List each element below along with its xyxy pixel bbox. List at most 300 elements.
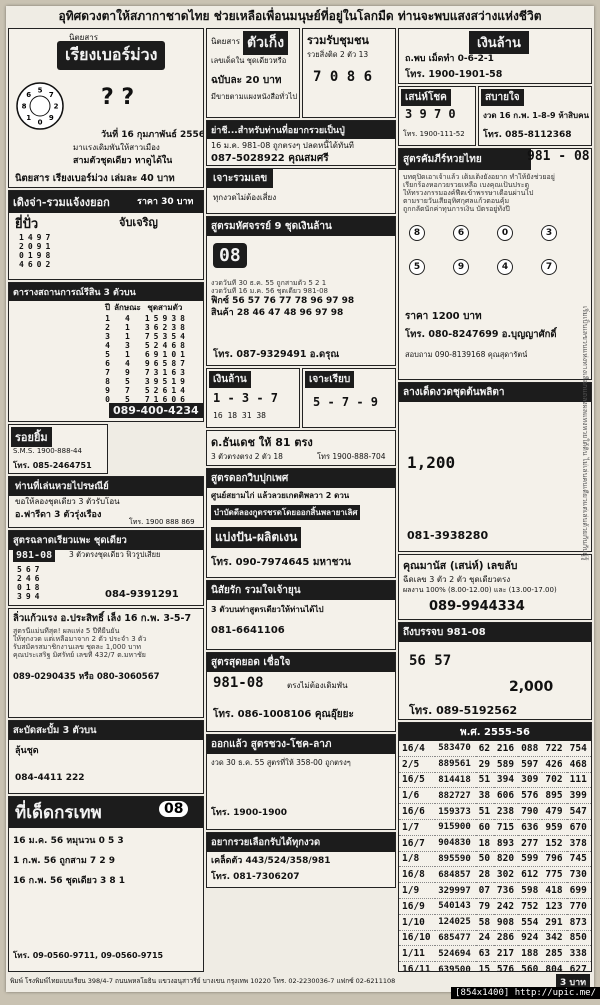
- sutkem-line: ถูกกลัตนักค่าทุนการเงิน บัตรอยู่ทั้งปี: [403, 205, 587, 213]
- sms-sub: S.M.S. 1900-888-44: [13, 447, 82, 455]
- results-cell: 399: [567, 788, 591, 804]
- tiengchai-grid: [17, 233, 52, 269]
- sutphuu-sub: 3 ตัวตรงชุดเดียว ฟิวรูปเสียย: [69, 549, 160, 561]
- charts-cell: 5: [112, 377, 143, 386]
- sengsri-title: เสน่ห์โชค: [401, 89, 451, 106]
- sutkem-ball: 4: [497, 259, 513, 275]
- ruamsiam-title: รวมรับชุมชน: [307, 31, 369, 49]
- results-cell: 79: [476, 898, 494, 914]
- tiengchai-grid-cell: 6: [26, 260, 35, 269]
- results-cell: 152: [542, 835, 566, 851]
- tiengchai-grid-cell: 0: [35, 260, 44, 269]
- supaporn-title: สะบัดสะบั้ม 3 ตัวบน: [9, 721, 204, 740]
- tiengchai-grid-cell: 8: [43, 251, 52, 260]
- special-line: ให้ทุกงวด แต่เหลือมาจาก 2 ตัว ประจำ 3 ตัว: [13, 635, 199, 643]
- results-cell: 63: [476, 946, 494, 962]
- charts-cell: 3: [112, 341, 143, 350]
- charts-cell: 4: [178, 386, 187, 395]
- wheel-number: 9: [49, 114, 54, 122]
- charts-cell: 7: [103, 368, 112, 377]
- sutkem-lines: [403, 173, 587, 213]
- results-table: [399, 723, 591, 972]
- tiengchai-grid-cell: 2: [43, 260, 52, 269]
- charts-cell: 5: [160, 377, 169, 386]
- charts-row: [103, 314, 187, 323]
- nakhon-box: [398, 382, 592, 552]
- wheel-number: 5: [38, 87, 43, 95]
- sutphuu-grid-cell: 8: [33, 583, 42, 592]
- charts-cell: 8: [178, 314, 187, 323]
- results-cell: 924: [518, 930, 542, 946]
- results-cell: 597: [518, 756, 542, 772]
- results-cell: 754: [567, 741, 591, 756]
- charts-cell: 9: [112, 368, 143, 377]
- results-cell: 576: [518, 788, 542, 804]
- results-cell: 238: [494, 804, 518, 820]
- charts-cell: 6: [169, 341, 178, 350]
- sutthip-title: ที่เด็ดกรเทพ: [9, 797, 204, 828]
- results-cell: 124025: [435, 914, 475, 930]
- special-line: สูตรนี้แม่นที่สุด! ผลแห่ง 5 ปีที่ยืนยัน: [13, 627, 199, 635]
- nisai-tel: 081-6641106: [211, 625, 285, 636]
- sutphuu-grid-cell: 4: [24, 574, 33, 583]
- tiengchai-box: [8, 190, 204, 280]
- nam-line1: ขอให้ลองชุดเดียว 3 ตัวรับโอน: [15, 495, 120, 508]
- special-box: [8, 608, 204, 718]
- sutphuu-grid-cell: 1: [24, 583, 33, 592]
- nakhon-tel: 081-3938280: [407, 529, 488, 542]
- results-cell: 959: [542, 819, 566, 835]
- charts-cell: 1: [169, 377, 178, 386]
- charts-cell: 4: [160, 341, 169, 350]
- tiengchai-grid-cell: 9: [35, 233, 44, 242]
- results-row: [399, 741, 591, 756]
- sutphuu-num: 981-08: [13, 549, 55, 562]
- results-cell: 378: [567, 835, 591, 851]
- ngernmini-title: เงินล้าน: [209, 371, 251, 388]
- charts-cell: 6: [178, 395, 187, 404]
- sabuy-title: สบายใจ: [481, 89, 524, 106]
- charts-cell: 6: [160, 386, 169, 395]
- supaporn-box: [8, 720, 204, 794]
- kun-box: [398, 554, 592, 620]
- tongkeng-note: มีขายตามแผงหนังสือทั่วไป: [211, 91, 297, 103]
- results-row: [399, 962, 591, 972]
- results-cell: 722: [542, 741, 566, 756]
- bigad-tel: โทร. 090-7974645 มหาชวน: [211, 555, 351, 570]
- results-row: [399, 898, 591, 914]
- results-cell: 342: [542, 930, 566, 946]
- sengsri-num-2: 7: [434, 107, 441, 121]
- results-cell: 627: [567, 962, 591, 972]
- charts-cell: 6: [152, 359, 161, 368]
- sutphuu-grid-cell: 3: [15, 592, 24, 601]
- kun-tel: 089-9944334: [429, 599, 525, 614]
- results-cell: 893: [494, 835, 518, 851]
- results-cell: 329997: [435, 883, 475, 899]
- results-cell: 554: [518, 914, 542, 930]
- charts-cell: 9: [103, 386, 112, 395]
- bigad-line3: แบ่งปัน-ผลิตเงน: [211, 527, 301, 548]
- sutkem-ball: 7: [541, 259, 557, 275]
- results-cell: 16/4: [399, 741, 435, 756]
- ngern-line: ถ.พบ เม็ดทำ 0-6-2-1: [405, 51, 494, 65]
- bigad-line1: ศูนย์สยามไก่ แล้วลวยเกตติพลวา 2 ดวน: [211, 489, 349, 502]
- sutkem-ball: 6: [453, 225, 469, 241]
- sutdoey-line: ตรงไม่ต้องเดิมพัน: [287, 679, 348, 692]
- results-cell: 58: [476, 914, 494, 930]
- results-cell: 16/5: [399, 772, 435, 788]
- charts-cell: 1: [169, 386, 178, 395]
- chohuay-nums: 5 - 7 - 9: [313, 395, 378, 409]
- charts-cell: 5: [169, 332, 178, 341]
- sutthip-line: 16 ก.พ. 56 ชุดเดียว 3 8 1: [13, 871, 199, 891]
- sutkem-balls: [403, 219, 589, 299]
- charts-cell: 5: [112, 395, 143, 404]
- tongkeng-sub: เลขเด็ดใน ชุดเดียวหรือ: [211, 55, 286, 67]
- results-cell: 606: [494, 788, 518, 804]
- charts-row: [103, 359, 187, 368]
- charts-cell: 5: [143, 386, 152, 395]
- wheel-number: 0: [38, 119, 43, 127]
- charts-row: [103, 323, 187, 332]
- sutthip-badge: 08: [159, 801, 188, 817]
- results-cell: 60: [476, 819, 494, 835]
- charts-cell: 3: [103, 332, 112, 341]
- sabuy-box: [478, 86, 592, 146]
- charts-head: ลักษณะ: [112, 301, 143, 314]
- charts-cell: 1: [160, 368, 169, 377]
- sutkem-ball: 5: [409, 259, 425, 275]
- sutkem-line: เรียกร้องหอกวยรวยเหลือ เบงคุณเป็นประตู: [403, 181, 587, 189]
- tiengchai-price: ราคา 30 บาท: [137, 194, 193, 208]
- sutkem-price: ราคา 1200 บาท: [405, 309, 482, 324]
- promo-box: [206, 120, 396, 166]
- charts-cell: 9: [160, 314, 169, 323]
- charts-cell: 9: [178, 377, 187, 386]
- results-cell: 684857: [435, 867, 475, 883]
- ngern-box: [398, 28, 592, 84]
- charts-row: [103, 350, 187, 359]
- results-cell: 18: [476, 835, 494, 851]
- results-cell: 775: [542, 867, 566, 883]
- results-cell: 16/11: [399, 962, 435, 972]
- chohuay-title: เจาะเรียบ: [305, 371, 354, 388]
- footer-price: 3 บาท: [556, 974, 590, 990]
- tiengchai-grid-cell: 2: [17, 242, 26, 251]
- nakhon-title: ลางเด็ดงวดชุดต้นพลิตา: [399, 383, 592, 402]
- ngernmini-nums: 1 - 3 - 7: [213, 391, 278, 405]
- results-cell: 882727: [435, 788, 475, 804]
- results-cell: 598: [518, 883, 542, 899]
- results-row: [399, 946, 591, 962]
- charts-cell: 3: [143, 377, 152, 386]
- prayoon-title: อยากรวยเลือกรับได้ทุกงวด: [207, 833, 396, 852]
- promo-title: ย่าชี...สำหรับท่านที่อยากรวยเป็นปู่: [207, 121, 396, 139]
- tiengchai-grid-cell: 7: [43, 233, 52, 242]
- results-cell: 730: [567, 867, 591, 883]
- raemai-title: ออกแล้ว สูตรชวง-โชค-ลาภ: [207, 735, 396, 754]
- kaeng-title: เจาะรวมเลข: [207, 169, 273, 188]
- results-cell: 468: [567, 756, 591, 772]
- charts-cell: 8: [178, 341, 187, 350]
- sutphuu-grid-cell: 2: [15, 574, 24, 583]
- charts-cell: 6: [160, 395, 169, 404]
- results-cell: 583470: [435, 741, 475, 756]
- charts-cell: 9: [152, 350, 161, 359]
- charts-cell: 9: [152, 377, 161, 386]
- charts-cell: 2: [152, 341, 161, 350]
- sutdoey-box: [206, 652, 396, 732]
- charts-row: [103, 332, 187, 341]
- results-cell: 639500: [435, 962, 475, 972]
- results-cell: 790: [518, 804, 542, 820]
- results-cell: 302: [494, 867, 518, 883]
- results-cell: 51: [476, 772, 494, 788]
- riang-tag2: สามตัวชุดเดียว หาดูได้ใน: [73, 153, 172, 167]
- results-row: [399, 851, 591, 867]
- riang-wheel: [15, 81, 65, 131]
- charts-title: ตารางสถานการณ์รีสิน 3 ตัวบน: [9, 283, 204, 301]
- results-cell: 636: [518, 819, 542, 835]
- sut981-box: [398, 622, 592, 720]
- sutkem-box: [398, 148, 592, 380]
- charts-cell: 8: [103, 377, 112, 386]
- sanp-line: งวดวันที่ 30 ธ.ค. 55 ถูกสามตัว 5 2 1: [211, 279, 391, 287]
- ngernmini-nums2: 16 18 31 38: [213, 411, 266, 420]
- results-cell: 16/9: [399, 898, 435, 914]
- tiengchai-grid-row: [17, 242, 52, 251]
- charts-cell: 1: [160, 350, 169, 359]
- results-cell: 07: [476, 883, 494, 899]
- wheel-number: 1: [26, 114, 31, 122]
- kaeng-box: [206, 168, 396, 214]
- sutphuu-grid-row: [15, 574, 41, 583]
- tiengchai-title: เดิงจ่า-รวมแจ้งงยอก: [9, 191, 204, 213]
- riang-pair: ? ?: [101, 85, 134, 110]
- nisai-box: [206, 580, 396, 650]
- charts-cell: 2: [103, 323, 112, 332]
- charts-cell: 2: [152, 386, 161, 395]
- tiengchai-grid-cell: 0: [26, 242, 35, 251]
- sutphuu-box: [8, 530, 204, 606]
- results-cell: 16/8: [399, 867, 435, 883]
- tiengchai-grid-cell: 1: [26, 251, 35, 260]
- sutkem-ball: 3: [541, 225, 557, 241]
- footer-text: พิมพ์ โรงพิมพ์ไทยแบบเรียน 398/4-7 ถนนพหลโยธิน แขวงอนุสาวรีย์ บางเขน กรุงเทพ 10220 โทร. 02-2230036-7 แฟกซ์ 02-6211108: [10, 976, 550, 986]
- sutphuu-grid-row: [15, 592, 41, 601]
- tongkeng-box: [206, 28, 300, 118]
- sengsri-box: [398, 86, 476, 146]
- results-cell: 2/5: [399, 756, 435, 772]
- sutthip-tel: โทร. 09-0560-9711, 09-0560-9715: [13, 949, 163, 962]
- results-cell: 1/9: [399, 883, 435, 899]
- results-cell: 715: [494, 819, 518, 835]
- results-row: [399, 788, 591, 804]
- nisai-title: นิสัยรัก รวมใจเจ้ายุน: [207, 581, 396, 600]
- ruamsiam-nums: 7 0 8 6: [313, 69, 372, 85]
- results-cell: 895: [542, 788, 566, 804]
- tiengchai-grid-cell: 9: [35, 242, 44, 251]
- sanp-lines: [211, 279, 391, 319]
- raemai-box: [206, 734, 396, 830]
- results-cell: 873: [567, 914, 591, 930]
- tongkeng-mag: นิตยสาร: [211, 35, 240, 48]
- results-row: [399, 756, 591, 772]
- results-cell: 291: [542, 914, 566, 930]
- results-cell: 16/10: [399, 930, 435, 946]
- sut981-nums: 56 57: [409, 653, 451, 669]
- nam-line2: อ.ฟารีดา 3 ตัวรุ่งเรือง: [15, 507, 101, 521]
- results-cell: 15: [476, 962, 494, 972]
- charts-cell: 5: [143, 341, 152, 350]
- results-title: พ.ศ. 2555-56: [399, 723, 591, 741]
- charts-cell: 3: [178, 368, 187, 377]
- sutthip-lines: [13, 831, 199, 891]
- sutrd-title: ด.ธันเดช ให้ 81 ตรง: [211, 433, 313, 451]
- tongkeng-title: ตัวเก็ง: [243, 31, 288, 55]
- results-row: [399, 883, 591, 899]
- results-row: [399, 835, 591, 851]
- tongkeng-price: ฉบับละ 20 บาท: [211, 73, 281, 88]
- results-cell: 908: [494, 914, 518, 930]
- sutphuu-grid-cell: 6: [24, 565, 33, 574]
- results-cell: 814418: [435, 772, 475, 788]
- results-cell: 16/6: [399, 804, 435, 820]
- headline: อุทิศดวงตาให้สภากาชาดไทย ช่วยเหลือเพื่อนมนุษย์ที่อยู่ในโลกมืด ท่านจะพบแสงสว่างแห่งชีวิต: [6, 6, 594, 26]
- sutkem-num: 981 - 08: [527, 149, 590, 164]
- sutrd-box: [206, 430, 396, 466]
- results-cell: 418: [542, 883, 566, 899]
- special-line: รับสมัครสมาชิกงานเลข ชุดละ 1,000 บาท: [13, 643, 199, 651]
- sutphuu-grid: [15, 565, 41, 601]
- tiengchai-grid-row: [17, 260, 52, 269]
- charts-cell: 4: [103, 341, 112, 350]
- wheel-number: 6: [26, 91, 31, 99]
- charts-cell: 2: [160, 323, 169, 332]
- results-cell: 285: [542, 946, 566, 962]
- results-cell: 589: [494, 756, 518, 772]
- results-cell: 820: [494, 851, 518, 867]
- riang-tag1: มาแรงเดิมพันให้สาวเมือง: [73, 141, 160, 154]
- results-cell: 216: [494, 741, 518, 756]
- tiengchai-grid-row: [17, 233, 52, 242]
- results-cell: 51: [476, 804, 494, 820]
- sutphuu-grid-cell: 9: [24, 592, 33, 601]
- sutrd-tel: โทร 1900-888-704: [317, 451, 386, 463]
- sanp-line: ฟิกซ์ 56 57 76 77 78 96 97 98: [211, 295, 391, 307]
- wheel-number: 7: [49, 91, 54, 99]
- raemai-line: งวด 30 ธ.ค. 55 สูตรที่ให้ 358-00 ถูกตรงๆ: [211, 757, 351, 769]
- results-cell: 1/6: [399, 788, 435, 804]
- sutphuu-grid-cell: 7: [33, 565, 42, 574]
- charts-row: [103, 377, 187, 386]
- sengsri-num-3: 0: [448, 107, 455, 121]
- sut981-price: 2,000: [509, 679, 553, 695]
- results-cell: 685477: [435, 930, 475, 946]
- results-cell: 599: [518, 851, 542, 867]
- tiengchai-grid-row: [17, 251, 52, 260]
- results-cell: 286: [494, 930, 518, 946]
- results-row: [399, 804, 591, 820]
- bigad-line2: บำบัดดีลองกูตรชรดโดยออกสิ้นพลายาเลิศ: [211, 505, 360, 520]
- special-tel: 089-0290435 หรือ 080-3060567: [13, 669, 160, 683]
- sanp-tel: โทร. 087-9329491 อ.ดรุณ: [213, 347, 339, 362]
- results-cell: 1/11: [399, 946, 435, 962]
- riang-box: [8, 28, 204, 188]
- results-cell: 28: [476, 867, 494, 883]
- results-cell: 612: [518, 867, 542, 883]
- sutkem-tel: โทร. 080-8247699 อ.บุญญาศักดิ์: [405, 327, 557, 342]
- charts-row: [103, 368, 187, 377]
- results-cell: 889561: [435, 756, 475, 772]
- results-cell: 702: [542, 772, 566, 788]
- charts-tel: 089-400-4234: [109, 403, 203, 418]
- results-cell: 338: [567, 946, 591, 962]
- results-cell: 796: [542, 851, 566, 867]
- results-row: [399, 819, 591, 835]
- ngern-tel: โทร. 1900-1901-58: [405, 67, 502, 82]
- promo-line: 16 ม.ค. 981-08 ถูกตรงๆ ปลดหนี้ได้ทันที: [211, 139, 354, 152]
- sutphuu-grid-row: [15, 565, 41, 574]
- sms-tel: โทร. 085-2464751: [13, 459, 92, 472]
- results-cell: 50: [476, 851, 494, 867]
- results-cell: 29: [476, 756, 494, 772]
- sutkem-line: ให้ทรวงกรรมองค์ฟีดเข้าพรรษาเดือนผ่านไป: [403, 189, 587, 197]
- wheel-number: 2: [54, 103, 59, 111]
- watermark: [854x1400] http://upic.me/: [451, 987, 600, 999]
- results-cell: 479: [542, 804, 566, 820]
- charts-cell: 1: [143, 314, 152, 323]
- results-cell: 699: [567, 883, 591, 899]
- results-cell: 394: [494, 772, 518, 788]
- riang-title: เรียงเบอร์ม่วง: [57, 41, 165, 70]
- supaporn-tel: 084-4411 222: [15, 773, 85, 783]
- sutdoey-title: สูตรสุดยอด เชื่อใจ: [207, 653, 396, 672]
- sanp-box: [206, 216, 396, 366]
- results-cell: 1/10: [399, 914, 435, 930]
- ngern-title: เงินล้าน: [469, 31, 529, 54]
- tiengchai-grid-cell: 1: [17, 233, 26, 242]
- results-cell: 1/8: [399, 851, 435, 867]
- nam-tel: โทร. 1900 888 869: [129, 517, 195, 528]
- results-cell: 752: [518, 898, 542, 914]
- sut981-tel: โทร. 089-5192562: [409, 701, 517, 719]
- raemai-tel: โทร. 1900-1900: [211, 805, 287, 819]
- sengsri-num-0: 3: [405, 107, 412, 121]
- results-box: [398, 722, 592, 972]
- charts-cell: 7: [143, 332, 152, 341]
- charts-cell: 3: [143, 323, 152, 332]
- sms-box: [8, 424, 108, 474]
- sengsri-num-1: 9: [419, 107, 426, 121]
- results-cell: 804: [542, 962, 566, 972]
- tiengchai-grid-cell: 1: [43, 242, 52, 251]
- results-cell: 524694: [435, 946, 475, 962]
- charts-row: [103, 386, 187, 395]
- charts-cell: 0: [103, 395, 112, 404]
- results-cell: 277: [518, 835, 542, 851]
- sengsri-tel: โทร. 1900-111-52: [403, 129, 465, 140]
- results-cell: 850: [567, 930, 591, 946]
- charts-cell: 1: [103, 314, 112, 323]
- charts-cell: 4: [112, 314, 143, 323]
- ngernmini-box: [206, 368, 300, 428]
- results-cell: 426: [542, 756, 566, 772]
- charts-box: [8, 282, 204, 422]
- results-cell: 904830: [435, 835, 475, 851]
- results-cell: 159373: [435, 804, 475, 820]
